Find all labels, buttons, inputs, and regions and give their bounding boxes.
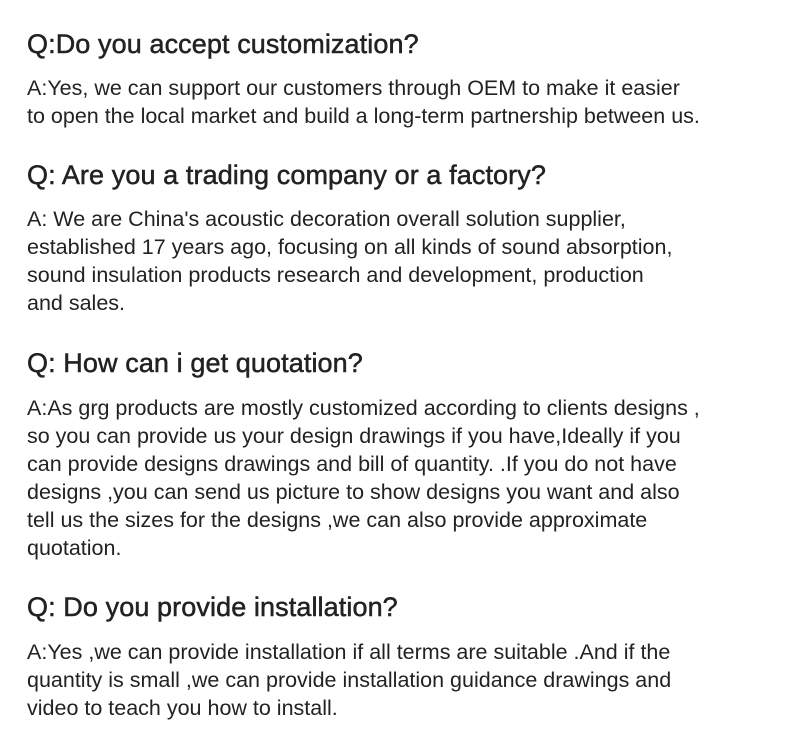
faq-item-installation [27, 591, 782, 722]
faq-answer: A:As grg products are mostly customized according to clients designs , so you can provide us your design drawings if you have,Ideally if you can provide designs drawings and bill of quantity. .If you do not have designs ,you can send us picture to show designs you want and also tell us the sizes for the designs ,we can also provide approximate quotation. [27, 396, 700, 560]
faq-answer: A: We are China's acoustic decoration overall solution supplier, established 17 years ago, focusing on all kinds of sound absorption, sound insulation products research and development, production and sales. [27, 207, 673, 315]
faq-item-trading-or-factory [27, 159, 782, 317]
faq-question: Q: How can i get quotation? [27, 348, 363, 378]
faq-question: Q: Are you a trading company or a factory? [27, 160, 546, 190]
faq-question: Q: Do you provide installation? [27, 592, 398, 622]
faq-item-quotation [27, 347, 782, 562]
faq-item-customization [27, 28, 782, 130]
faq-answer: A:Yes, we can support our customers through OEM to make it easier to open the local market and build a long-term partnership between us. [27, 76, 700, 128]
faq-question: Q:Do you accept customization? [27, 29, 419, 59]
faq-answer: A:Yes ,we can provide installation if all terms are suitable .And if the quantity is small ,we can provide installation guidance drawings and video to teach you how to install. [27, 640, 672, 720]
